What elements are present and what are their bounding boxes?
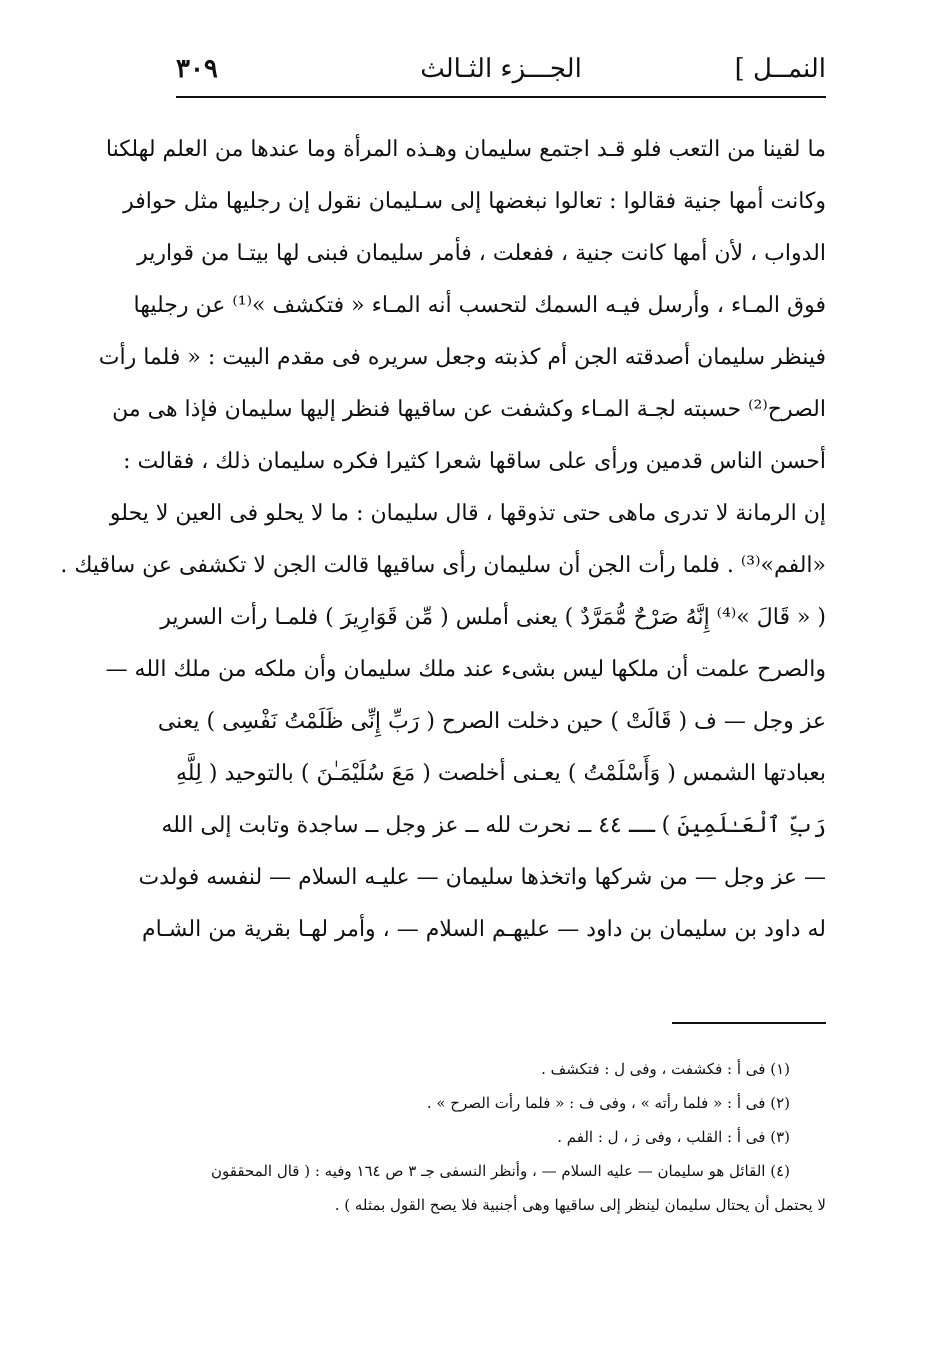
text-line: الدواب ، لأن أمها كانت جنية ، ففعلت ، فأمر سليمان فبنى لها بيتـا من قوارير — [137, 241, 826, 266]
text-line: والصرح علمت أن ملكها ليس بشىء عند ملك سليمان وأن ملكه من ملك الله — — [105, 657, 826, 682]
text-line: — عز وجل — من شركها واتخذها سليمان — عليـه السلام — لنفسه فولدت — [138, 865, 826, 890]
text-line: عز وجل — ف ( قَالَتْ ) حين دخلت الصرح ( رَبِّ إِنِّى ظَلَمْتُ نَفْسِى ) يعنى — [157, 709, 826, 734]
footnote: (٣) فى أ : القلب ، وفى ز ، ل : الفم . — [557, 1128, 790, 1146]
main-text — [60, 124, 826, 956]
footnote-divider — [672, 1022, 826, 1024]
text-line: له داود بن سليمان بن داود — عليهـم السلام — ، وأمر لهـا بقرية من الشـام — [142, 917, 826, 942]
text-line: الصرح⁽²⁾ حسبته لجـة المـاء وكشفت عن ساقيها فنظر إليها سليمان فإذا هى من — [112, 397, 826, 422]
footnote: (٢) فى أ : « فلما رأته » ، وفى ف : « فلما رأت الصرح » . — [426, 1094, 790, 1112]
text-line: «الفم»⁽³⁾ . فلما رأت الجن أن سليمان رأى ساقيها قالت الجن لا تكشفى عن ساقيك . — [60, 553, 826, 578]
text-line: ( « قَالَ »⁽⁴⁾ إِنَّهُ صَرْحٌ مُّمَرَّدٌ ) يعنى أملس ( مِّن قَوَارِيرَ ) فلمـا رأت السرير — [160, 605, 826, 630]
text-line: رَبِّ ٱلْعَـٰلَمِينَ ) ــ ٤٤ ــ نحرت لله ــ عز وجل ــ ساجدة وتابت إلى الله — [161, 813, 826, 838]
chapter-title: النمــل ] — [734, 54, 826, 84]
text-line: فوق المـاء ، وأرسل فيـه السمك لتحسب أنه المـاء « فتكشف »⁽¹⁾ عن رجليها — [133, 293, 826, 318]
text-line: بعبادتها الشمس ( وَأَسْلَمْتُ ) يعـنى أخلصت ( مَعَ سُلَيْمَـٰنَ ) بالتوحيد ( لِلَّهِ — [176, 761, 826, 786]
page-number: ٣٠٩ — [176, 54, 218, 84]
text-line: ما لقينا من التعب فلو قـد اجتمع سليمان وهـذه المرأة وما عندها من العلم لهلكنا — [105, 137, 826, 162]
text-line: إن الرمانة لا تدرى ماهى حتى تذوقها ، قال سليمان : ما لا يحلو فى العين لا يحلو — [109, 501, 826, 526]
text-line: أحسن الناس قدمين ورأى على ساقها شعرا كثيرا فكره سليمان ذلك ، فقالت : — [123, 449, 826, 474]
footnote: (٤) القائل هو سليمان — عليه السلام — ، وأنظر النسفى جـ ٣ ص ١٦٤ وفيه : ( قال المحققون — [211, 1162, 790, 1180]
footnote-continuation: لا يحتمل أن يحتال سليمان لينظر إلى ساقيها وهى أجنبية فلا يصح القول بمثله ) . — [334, 1196, 826, 1214]
text-line: فينظر سليمان أصدقته الجن أم كذبته وجعل سريره فى مقدم البيت : « فلما رأت — [98, 345, 826, 370]
footnotes — [176, 1052, 826, 1222]
part-title: الجـــزء الثـالث — [420, 54, 582, 84]
footnote: (١) فى أ : فكشفت ، وفى ل : فتكشف . — [541, 1060, 790, 1078]
text-line: وكانت أمها جنية فقالوا : تعالوا نبغضها إلى سـليمان نقول إن رجليها مثل حوافر — [123, 189, 826, 214]
page-header — [176, 48, 826, 98]
